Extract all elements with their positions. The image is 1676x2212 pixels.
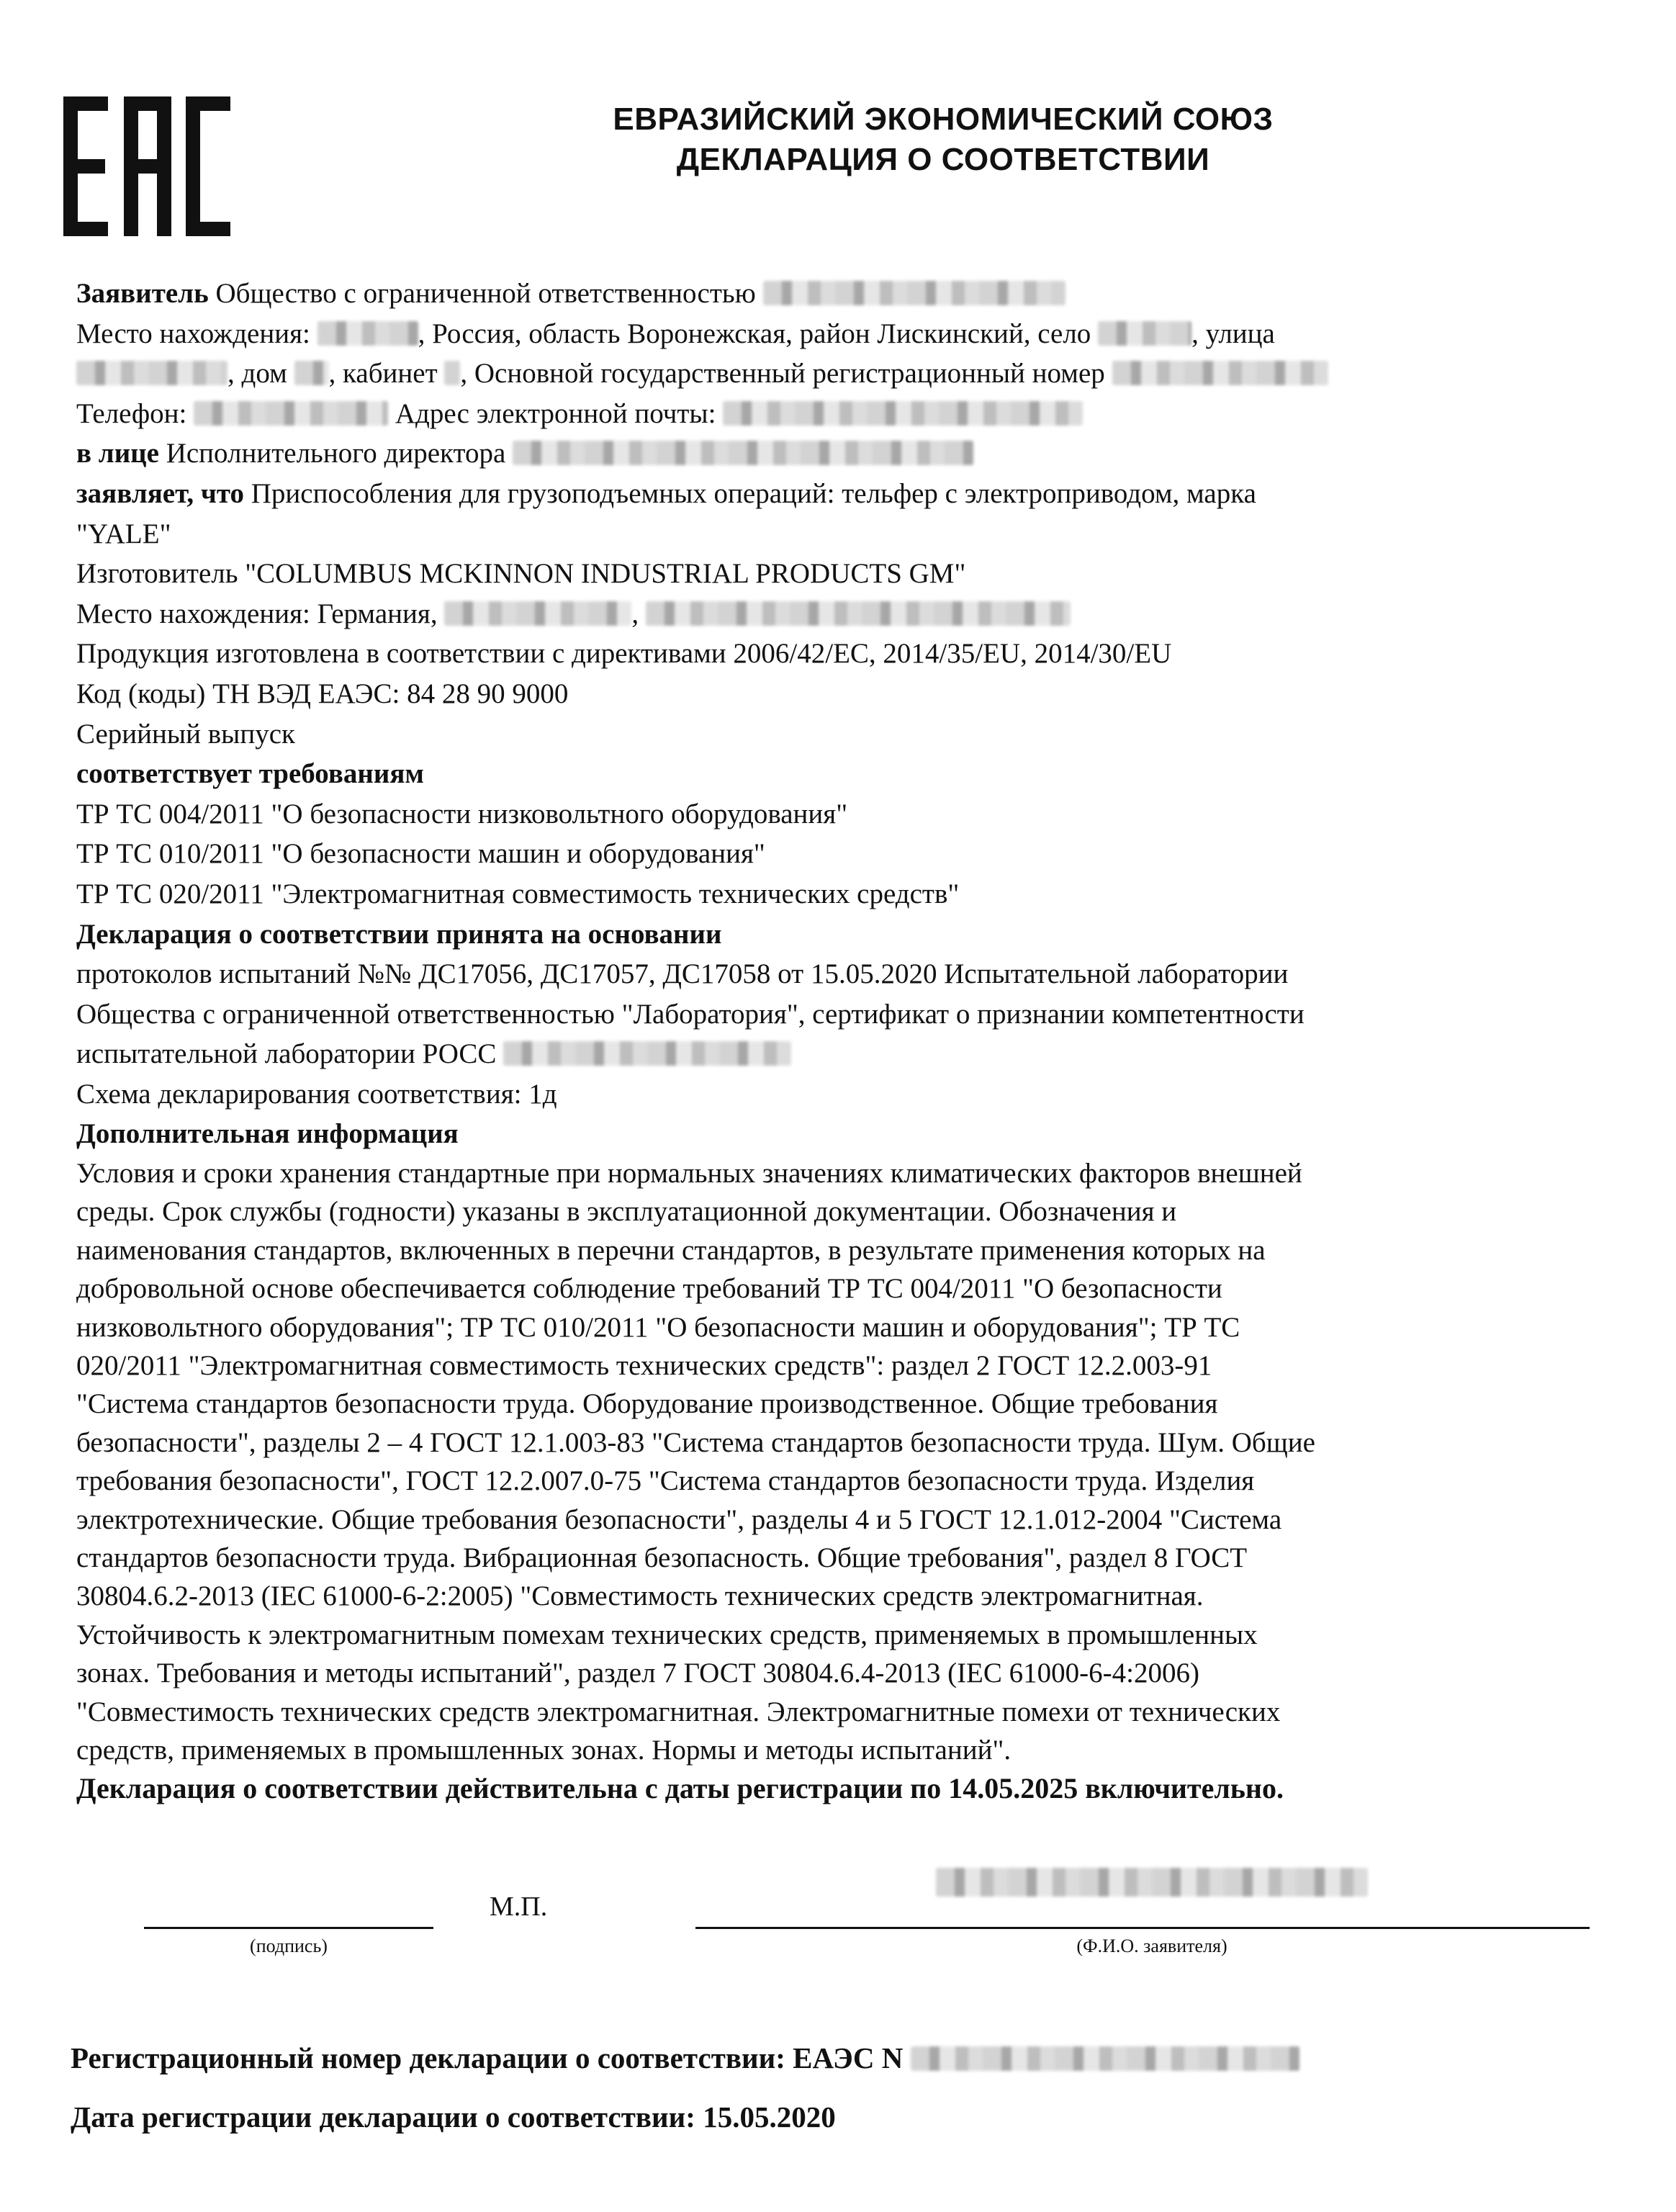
basis-heading: Декларация о соответствии принята на основании [76,918,722,950]
eac-logo [63,96,230,236]
basis-line: испытательной лаборатории РОСС [76,1034,1603,1074]
name-caption: (Ф.И.О. заявителя) [1076,1936,1227,1956]
redacted-signer-name [936,1868,1368,1897]
hs-code-line: Код (коды) ТН ВЭД ЕАЭС: 84 28 90 9000 [76,678,569,709]
applicant-line: Заявитель Общество с ограниченной ответственностью [76,274,1603,314]
manufacturer-line: Изготовитель "COLUMBUS MCKINNON INDUSTRIAL PRODUCTS GM" [76,558,966,590]
redacted-office [444,361,460,385]
serial-line: Серийный выпуск [76,718,295,750]
union-title: ЕВРАЗИЙСКИЙ ЭКОНОМИЧЕСКИЙ СОЮЗ [613,102,1274,137]
basis-line: протоколов испытаний №№ ДС17056, ДС17057, ДС17058 от 15.05.2020 Испытательной лаборатории [76,958,1289,990]
requirement-item: ТР ТС 020/2011 "Электромагнитная совместимость технических средств" [76,878,960,909]
applicant-contacts-line: Телефон: Адрес электронной почты: [76,394,1603,434]
basis-line: Общества с ограниченной ответственностью "Лаборатория", сертификат о признании компетентности [76,998,1305,1030]
redacted-street-de [646,601,1071,626]
declaration-body [76,274,1603,1769]
additional-info-text: Условия и сроки хранения стандартные при нормальных значениях климатических факторов внешней среды. Срок службы (годности) указаны в эксплуатационной документации. Обозначения и наименования стандартов, включенных в перечни стандартов, в результате применения которых на добровольной основе обеспечивается соблюдение требований ТР ТС 004/2011 "О безопасности низковольтного оборудования"; ТР ТС 010/2011 "О безопасности машин и оборудования"; ТР ТС 020/2011 "Электромагнитная совместимость технических средств": раздел 2 ГОСТ 12.2.003-91 "Система стандартов безопасности труда. Оборудование производственное. Общие требования безопасности", разделы 2 – 4 ГОСТ 12.1.003-83 "Система стандартов безопасности труда. Шум. Общие требования безопасности", ГОСТ 12.2.007.0-75 "Система стандартов безопасности труда. Изделия электротехнические. Общие требования безопасности", разделы 4 и 5 ГОСТ 12.1.012-2004 "Система стандартов безопасности труда. Вибрационная безопасность. Общие требования", раздел 8 ГОСТ 30804.6.2-2013 (IEC 61000-6-2:2005) "Совместимость технических средств электромагнитная. Устойчивость к электромагнитным помехам технических средств, применяемых в промышленных зонах. Требования и методы испытаний", раздел 7 ГОСТ 30804.6.4-2013 (IEC 61000-6-4:2006) "Совместимость технических средств электромагнитная. Электромагнитные помехи от технических средств, применяемых в промышленных зонах. Нормы и методы испытаний". [76,1158,1315,1766]
redacted-company-name [763,281,1065,305]
redacted-ogrn [1112,361,1328,385]
redacted-street [76,361,227,385]
redacted-postcode [317,321,418,346]
redacted-accreditation [503,1041,791,1066]
validity-statement: Декларация о соответствии действительна с даты регистрации по 14.05.2025 включительно. [76,1772,1284,1804]
redacted-village [1098,321,1191,346]
signature-line [144,1927,433,1929]
declares-brand-line: "YALE" [76,518,171,549]
redacted-city [444,601,631,626]
redacted-registration-number [911,2046,1299,2071]
manufacturer-location-line: Место нахождения: Германия, , [76,594,1603,634]
signature-caption: (подпись) [250,1936,328,1956]
requirements-heading: соответствует требованиям [76,758,424,790]
name-line [695,1927,1590,1929]
applicant-address-line: , дом , кабинет , Основной государственный регистрационный номер [76,354,1603,394]
redacted-email [723,401,1083,426]
declares-line: заявляет, что Приспособления для грузоподъемных операций: тельфер с электроприводом, марка [76,477,1256,509]
redacted-phone [194,401,388,426]
redacted-director-name [513,441,973,465]
eac-logo-mark [63,96,230,236]
applicant-person-line: в лице Исполнительного директора [76,433,1603,474]
scheme-line: Схема декларирования соответствия: 1д [76,1078,557,1110]
registration-date: 15.05.2020 [703,2100,836,2134]
applicant-location-line: Место нахождения: , Россия, область Воронежская, район Лискинский, село , улица [76,318,1275,349]
requirement-item: ТР ТС 010/2011 "О безопасности машин и оборудования" [76,838,765,870]
redacted-house [294,361,329,385]
applicant-label: Заявитель [76,278,209,309]
registration-number-line: Регистрационный номер декларации о соответствии: ЕАЭС N [71,2041,1299,2075]
directives-line: Продукция изготовлена в соответствии с директивами 2006/42/EC, 2014/35/EU, 2014/30/EU [76,638,1172,670]
additional-heading: Дополнительная информация [76,1118,459,1150]
document-title: ДЕКЛАРАЦИЯ О СООТВЕТСТВИИ [676,142,1210,177]
requirement-item: ТР ТС 004/2011 "О безопасности низковольтного оборудования" [76,798,848,830]
registration-date-line: Дата регистрации декларации о соответствии: 15.05.2020 [71,2100,836,2134]
stamp-placeholder: М.П. [490,1892,548,1922]
